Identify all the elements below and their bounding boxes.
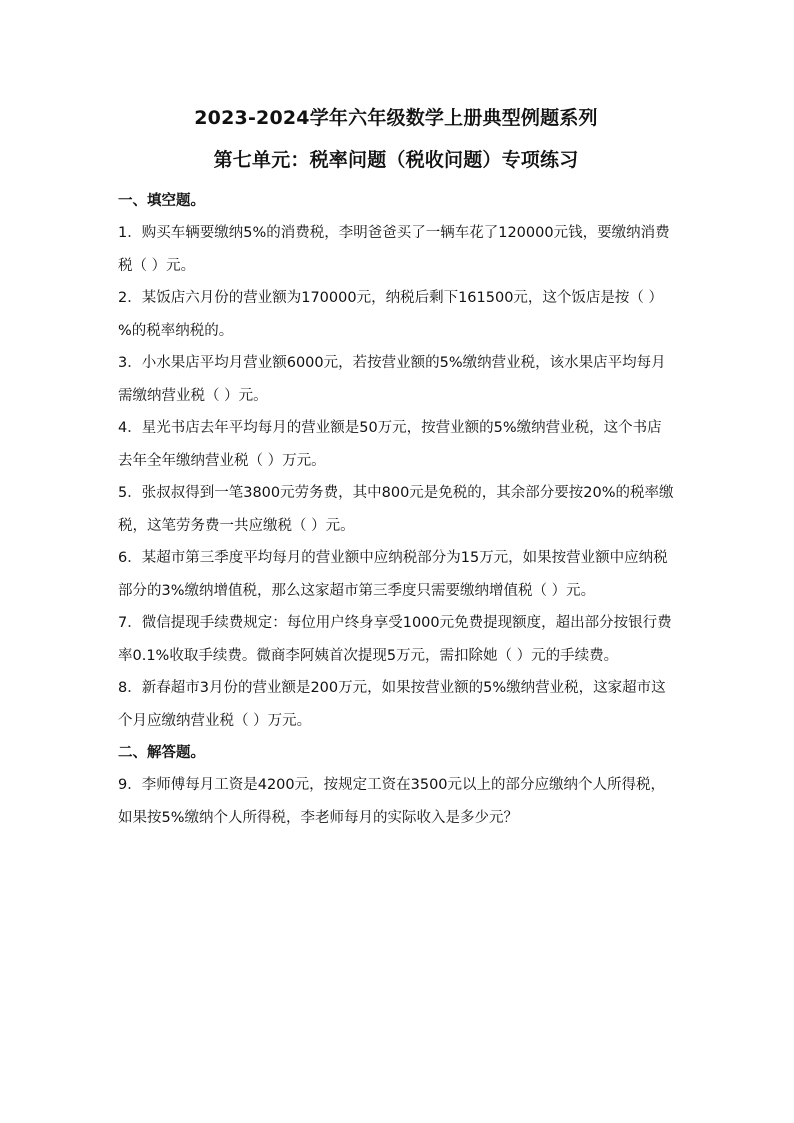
- question-text: 某饭店六月份的营业额为170000元，纳税后剩下161500元，这个饭店是按（ ）%的税率纳税的。: [118, 290, 664, 339]
- question-number: 1．: [118, 225, 142, 241]
- question-5: [118, 477, 674, 542]
- question-number: 2．: [118, 290, 142, 306]
- question-4: [118, 412, 674, 477]
- document-content: [118, 103, 674, 834]
- question-2: [118, 282, 674, 347]
- document-title: 2023-2024学年六年级数学上册典型例题系列: [194, 107, 598, 129]
- question-text: 购买车辆要缴纳5%的消费税，李明爸爸买了一辆车花了120000元钱，要缴纳消费税（ ）元。: [118, 225, 670, 274]
- question-9: [118, 769, 674, 834]
- document-subtitle: 第七单元：税率问题（税收问题）专项练习: [213, 149, 579, 171]
- question-text: 李师傅每月工资是4200元，按规定工资在3500元以上的部分应缴纳个人所得税，如果按5%缴纳个人所得税，李老师每月的实际收入是多少元？: [118, 777, 666, 826]
- section-fill-in: [118, 185, 674, 737]
- question-8: [118, 672, 674, 737]
- question-text: 某超市第三季度平均每月的营业额中应纳税部分为15万元，如果按营业额中应纳税部分的3%缴纳增值税，那么这家超市第三季度只需要缴纳增值税（ ）元。: [118, 550, 668, 599]
- question-3: [118, 347, 674, 412]
- question-7: [118, 607, 674, 672]
- question-number: 6．: [118, 550, 142, 566]
- question-text: 张叔叔得到一笔3800元劳务费，其中800元是免税的，其余部分要按20%的税率缴税，这笔劳务费一共应缴税（ ）元。: [118, 485, 674, 534]
- section-heading: 一、填空题。: [118, 193, 205, 209]
- question-text: 新春超市3月份的营业额是200万元，如果按营业额的5%缴纳营业税，这家超市这个月应缴纳营业税（ ）万元。: [118, 680, 666, 729]
- section-word-problems: [118, 737, 674, 834]
- question-number: 3．: [118, 355, 142, 371]
- question-6: [118, 542, 674, 607]
- question-1: [118, 217, 674, 282]
- question-number: 7．: [118, 615, 142, 631]
- question-text: 星光书店去年平均每月的营业额是50万元，按营业额的5%缴纳营业税，这个书店去年全年缴纳营业税（ ）万元。: [118, 420, 662, 469]
- question-number: 9．: [118, 777, 142, 793]
- question-text: 微信提现手续费规定：每位用户终身享受1000元免费提现额度，超出部分按银行费率0.1%收取手续费。微商李阿姨首次提现5万元，需扣除她（ ）元的手续费。: [118, 615, 672, 664]
- question-number: 4．: [118, 420, 142, 436]
- question-number: 5．: [118, 485, 142, 501]
- question-text: 小水果店平均月营业额6000元，若按营业额的5%缴纳营业税，该水果店平均每月需缴纳营业税（ ）元。: [118, 355, 666, 404]
- section-heading: 二、解答题。: [118, 745, 205, 761]
- question-number: 8．: [118, 680, 142, 696]
